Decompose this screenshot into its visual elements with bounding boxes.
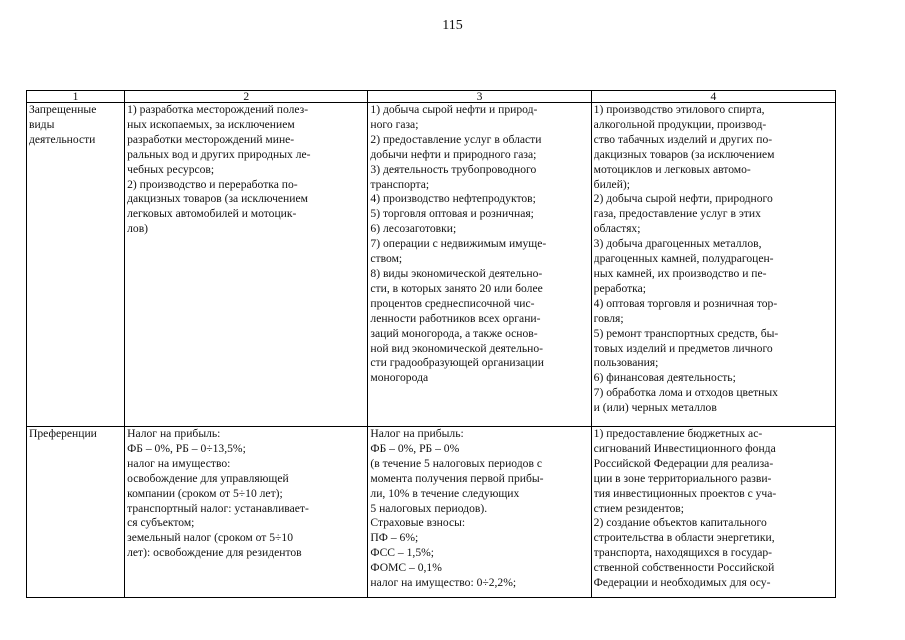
column-header-3: 3 xyxy=(368,91,591,103)
text-line: легковых автомобилей и мотоцик- xyxy=(127,207,297,221)
text-line: 6) финансовая деятельность; xyxy=(593,371,736,385)
text-line: лов) xyxy=(127,222,149,236)
cell-col4 xyxy=(591,427,835,598)
text-line: 7) обработка лома и отходов цветных xyxy=(593,386,778,400)
text-line: ственной собственности Российской xyxy=(593,561,775,575)
text-line: 1) производство этилового спирта, xyxy=(593,103,765,116)
text-line: 2) предоставление услуг в области xyxy=(370,132,542,146)
text-line: стием резидентов; xyxy=(593,501,684,515)
comparison-table xyxy=(26,90,836,598)
text-line: ральных вод и других природных ле- xyxy=(127,147,311,161)
text-line: освобождение для управляющей xyxy=(127,471,289,485)
table-header-row xyxy=(27,91,836,103)
cell-text xyxy=(127,103,365,237)
text-line: ного газа; xyxy=(370,117,419,131)
text-line: пользования; xyxy=(593,356,659,370)
text-line: налог на имущество: xyxy=(127,456,231,470)
text-line: разработки месторождений мине- xyxy=(127,132,295,146)
text-line: заций моногорода, а также основ- xyxy=(370,326,538,340)
text-line: Преференции xyxy=(29,427,97,440)
column-header-1: 1 xyxy=(27,91,125,103)
text-line: транспорта, находящихся в государ- xyxy=(593,546,773,560)
page-number: 115 xyxy=(442,18,463,33)
text-line: чебных ресурсов; xyxy=(127,162,215,176)
text-line: 2) создание объектов капитального xyxy=(593,516,767,530)
text-line: добычи нефти и природного газа; xyxy=(370,147,537,161)
text-line: и (или) черных металлов xyxy=(593,401,717,415)
text-line: 6) лесозаготовки; xyxy=(370,222,457,236)
text-line: 4) производство нефтепродуктов; xyxy=(370,192,536,206)
text-line: 5) ремонт транспортных средств, бы- xyxy=(593,326,779,340)
text-line: 7) операции с недвижимым имуще- xyxy=(370,237,547,251)
column-header-2: 2 xyxy=(125,91,368,103)
text-line: ленности работников всех органи- xyxy=(370,311,541,325)
cell-text xyxy=(370,427,588,591)
text-line: ли, 10% в течение следующих xyxy=(370,486,520,500)
text-line: товых изделий и предметов личного xyxy=(593,341,773,355)
text-line: дакцизных товаров (за исключением xyxy=(593,147,775,161)
cell-text xyxy=(594,427,833,591)
text-line: (в течение 5 налоговых периодов с xyxy=(370,456,542,470)
text-line: 5 налоговых периодов). xyxy=(370,501,488,515)
row-label xyxy=(29,103,122,148)
text-line: процентов среднесписочной чис- xyxy=(370,296,535,310)
text-line: Налог на прибыль: xyxy=(127,427,221,440)
text-line: момента получения первой прибы- xyxy=(370,471,544,485)
text-line: компании (сроком от 5÷10 лет); xyxy=(127,486,283,500)
text-line: 1) разработка месторождений полез- xyxy=(127,103,309,116)
text-line: моногорода xyxy=(370,371,429,385)
text-line: деятельности xyxy=(29,132,96,146)
text-line: земельный налог (сроком от 5÷10 xyxy=(127,531,293,545)
cell-col3 xyxy=(368,427,591,598)
row-label-cell xyxy=(27,103,125,427)
text-line: лет): освобождение для резидентов xyxy=(127,546,302,560)
text-line: транспорта; xyxy=(370,177,430,191)
text-line: строительства в области энергетики, xyxy=(593,531,775,545)
text-line: ФБ – 0%, РБ – 0% xyxy=(370,441,460,455)
cell-text xyxy=(594,103,833,416)
text-line: ФСС – 1,5%; xyxy=(370,546,434,560)
text-line: 3) добыча драгоценных металлов, xyxy=(593,237,762,251)
cell-col2 xyxy=(125,103,368,427)
text-line: ных камней, их производство и пе- xyxy=(593,266,767,280)
cell-col2 xyxy=(125,427,368,598)
column-header-4: 4 xyxy=(591,91,835,103)
text-line: драгоценных камней, полудрагоцен- xyxy=(593,252,774,266)
text-line: ной вид экономической деятельно- xyxy=(370,341,544,355)
text-line: Запрещенные xyxy=(29,103,97,116)
text-line: Налог на прибыль: xyxy=(370,427,464,440)
text-line: ФОМС – 0,1% xyxy=(370,561,442,575)
text-line: ПФ – 6%; xyxy=(370,531,419,545)
cell-col3 xyxy=(368,103,591,427)
row-label xyxy=(29,427,122,442)
text-line: Федерации и необходимых для осу- xyxy=(593,576,771,590)
text-line: 2) добыча сырой нефти, природного xyxy=(593,192,773,206)
text-line: ство табачных изделий и других по- xyxy=(593,132,773,146)
text-line: областях; xyxy=(593,222,641,236)
cell-col4 xyxy=(591,103,835,427)
text-line: реработка; xyxy=(593,281,646,295)
text-line: 3) деятельность трубопроводного xyxy=(370,162,537,176)
row-label-cell xyxy=(27,427,125,598)
text-line: 1) добыча сырой нефти и природ- xyxy=(370,103,538,116)
text-line: 1) предоставление бюджетных ас- xyxy=(593,427,763,440)
text-line: сти, в которых занято 20 или более xyxy=(370,281,543,295)
text-line: сти градообразующей организации xyxy=(370,356,544,370)
text-line: ных ископаемых, за исключением xyxy=(127,117,295,131)
table-row-preferences xyxy=(27,427,836,598)
text-line: ции в зоне территориального разви- xyxy=(593,471,772,485)
text-line: мотоциклов и легковых автомо- xyxy=(593,162,751,176)
text-line: сигнований Инвестиционного фонда xyxy=(593,441,776,455)
table-row-prohibited-activities xyxy=(27,103,836,427)
text-line: 5) торговля оптовая и розничная; xyxy=(370,207,534,221)
text-line: 4) оптовая торговля и розничная тор- xyxy=(593,296,778,310)
cell-text xyxy=(127,427,365,561)
text-line: газа, предоставление услуг в этих xyxy=(593,207,761,221)
text-line: ством; xyxy=(370,252,403,266)
text-line: транспортный налог: устанавливает- xyxy=(127,501,309,515)
text-line: ся субъектом; xyxy=(127,516,195,530)
text-line: дакцизных товаров (за исключением xyxy=(127,192,308,206)
text-line: 8) виды экономической деятельно- xyxy=(370,266,543,280)
text-line: Российской Федерации для реализа- xyxy=(593,456,774,470)
text-line: виды xyxy=(29,117,55,131)
text-line: говля; xyxy=(593,311,624,325)
text-line: тия инвестиционных проектов с уча- xyxy=(593,486,777,500)
text-line: алкогольной продукции, производ- xyxy=(593,117,767,131)
text-line: 2) производство и переработка по- xyxy=(127,177,298,191)
text-line: ФБ – 0%, РБ – 0÷13,5%; xyxy=(127,441,246,455)
cell-text xyxy=(370,103,588,386)
text-line: билей); xyxy=(593,177,630,191)
text-line: Страховые взносы: xyxy=(370,516,466,530)
text-line: налог на имущество: 0÷2,2%; xyxy=(370,576,517,590)
